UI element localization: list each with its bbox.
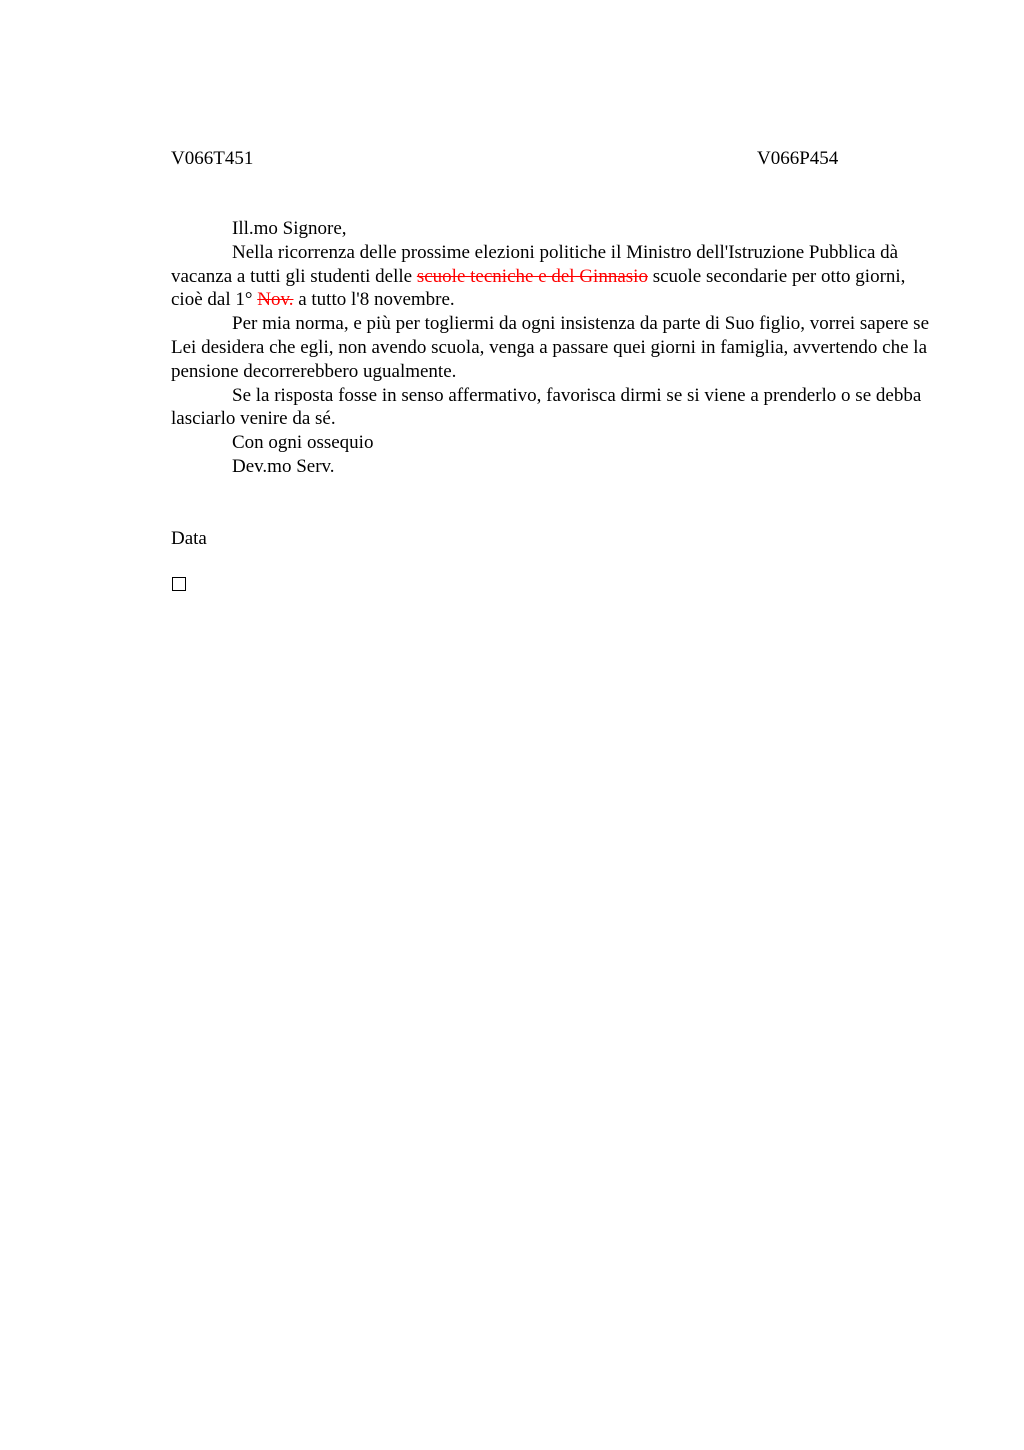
document-header xyxy=(171,147,851,171)
closing: Con ogni ossequio xyxy=(232,432,374,454)
deleted-text: Nov. xyxy=(257,289,294,311)
document-code-left: V066T451 xyxy=(171,148,254,169)
letter-body xyxy=(171,217,936,479)
checkbox[interactable] xyxy=(172,577,186,591)
paragraph-request: Per mia norma, e più per togliermi da ogni insistenza da parte di Suo figlio, vorrei sapere se Lei desidera che egli, non avendo scuola, venga a passare quei giorni in famiglia, avvertendo che la pensione decorrerebbero ugualmente. xyxy=(171,313,929,382)
salutation: Ill.mo Signore, xyxy=(232,218,347,239)
paragraph-text: scuole secondarie per otto giorni, cioè dal 1° xyxy=(171,265,906,311)
signature: Dev.mo Serv. xyxy=(232,455,335,477)
paragraph-text: a tutto l'8 novembre. xyxy=(293,289,455,311)
paragraph-vacation-notice xyxy=(171,241,936,312)
deleted-text: scuole tecniche e del Ginnasio xyxy=(416,265,648,287)
paragraph-pickup: Se la risposta fosse in senso affermativo, favorisca dirmi se si viene a prenderlo o se debba lasciarlo venire da sé. xyxy=(171,384,922,430)
date-label: Data xyxy=(171,528,207,549)
document-code-right: V066P454 xyxy=(757,148,839,169)
paragraph-text: Nella ricorrenza delle prossime elezioni politiche il Ministro dell'Istruzione Pubblica dà vacanza a tutti gli studenti delle xyxy=(171,241,899,287)
